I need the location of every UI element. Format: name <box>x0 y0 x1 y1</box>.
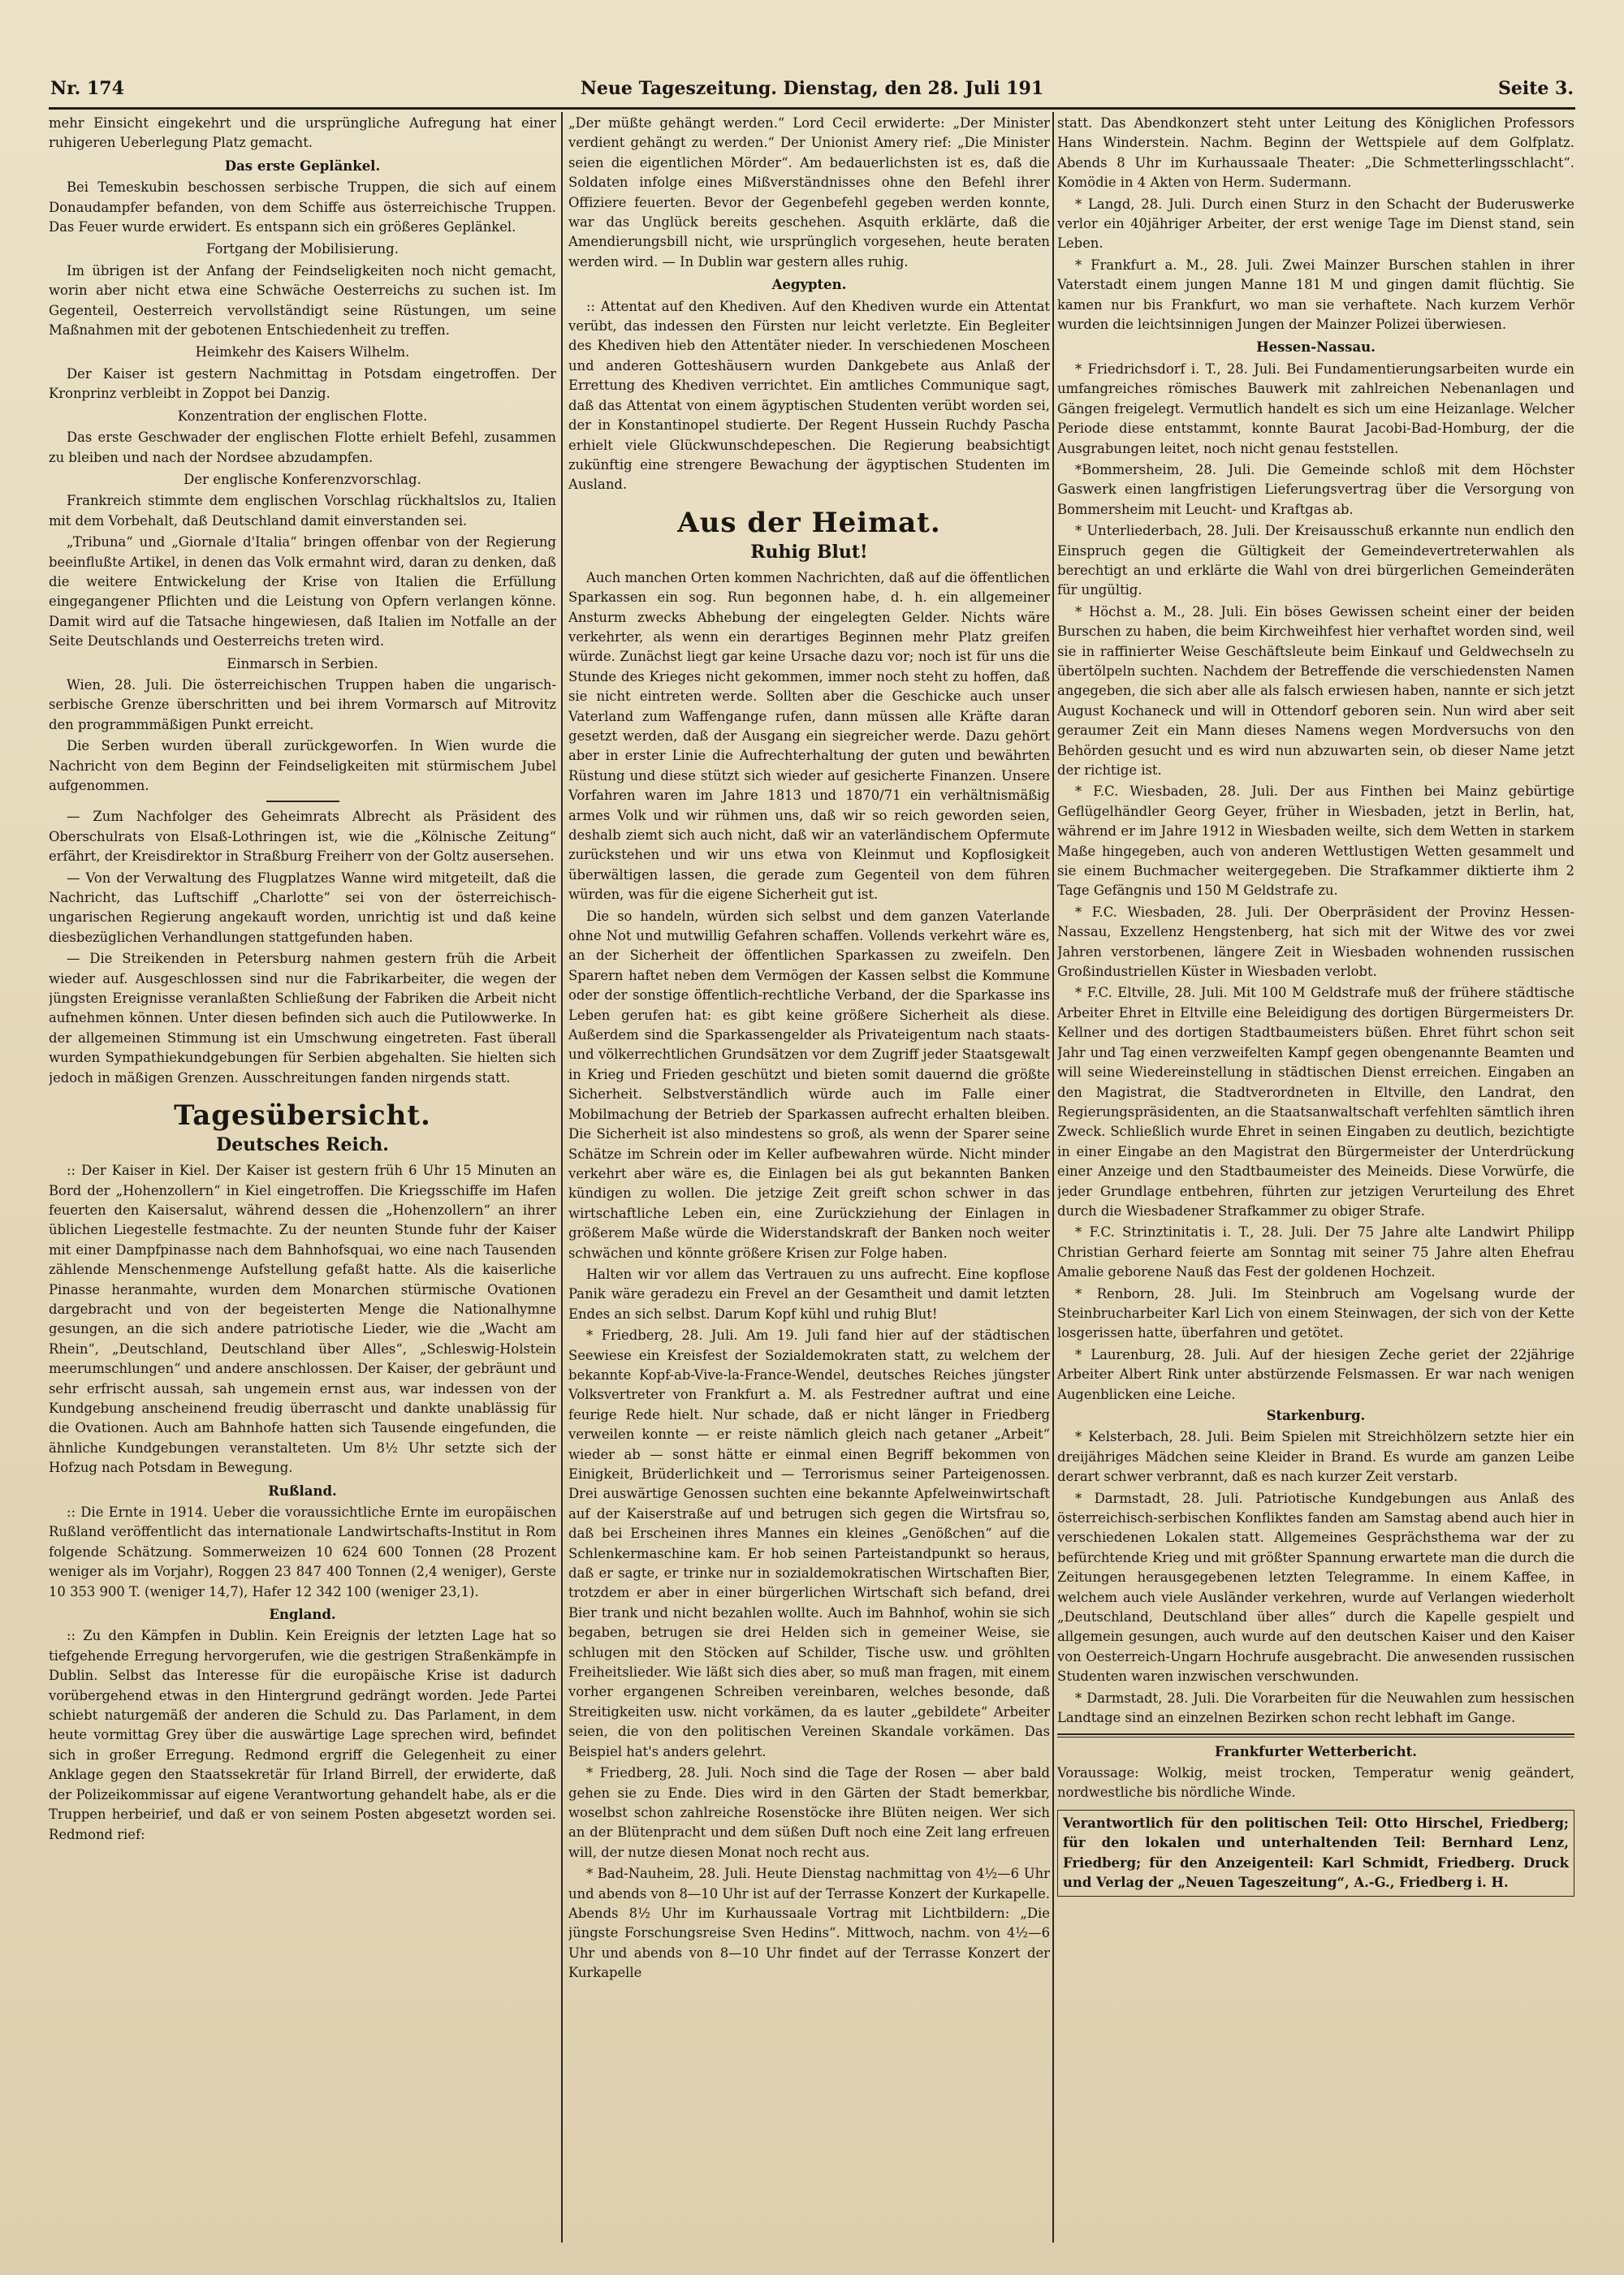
paragraph: „Der müßte gehängt werden.“ Lord Cecil erwiderte: „Der Minister verdient gehängt zu werden.“ Der Unionist Amery rief: „Die Minister seien die eigentlichen Mörder“. Am bedauerlichsten ist es, daß die Soldaten infolge eines Mißverständnisses ohne den Befehl ihrer Offiziere feuerten. Bevor der Gegenbefehl gegeben werden konnte, war das Unglück bereits geschehen. Asquith erklärte, daß die Amendierungsbill nicht, wie ursprünglich vorgesehen, heute beraten werden wird. — In Dublin war gestern alles ruhig. <box>568 115 1050 270</box>
paragraph: * Kelsterbach, 28. Juli. Beim Spielen mit Streichhölzern setzte hier ein dreijähriges Mädchen seine Kleider in Brand. Es wurde am ganzen Leibe derart schwer verbrannt, daß es nach kurzer Zeit verstarb. <box>1057 1429 1574 1485</box>
masthead-line: Neue Tageszeitung. Dienstag, den 28. Juli 191 <box>580 78 1044 99</box>
paragraph: * F.C. Strinztinitatis i. T., 28. Juli. Der 75 Jahre alte Landwirt Philipp Christian Gerhard feierte am Sonntag mit seiner 75 Jahre alten Ehefrau Amalie geborene Nauß das Fest der goldenen Hochzeit. <box>1057 1224 1574 1280</box>
column-divider <box>561 112 563 2243</box>
paragraph: :: Zu den Kämpfen in Dublin. Kein Ereignis der letzten Lage hat so tiefgehende Erregung hervorgerufen, wie die gestrigen Straßenkämpfe in Dublin. Selbst das Interesse für die europäische Krise ist dadurch vorübergehend etwas in den Hintergrund gedrängt worden. Jede Partei schiebt naturgemäß der anderen die Schuld zu. Das Parlament, in dem heute vormittag Grey über die auswärtige Lage sprechen wird, befindet sich in großer Erregung. Redmond ergriff die Gelegenheit zu einer Anklage gegen den Staatssekretär für Irland Birrell, der erwiderte, daß der Polizeikommissar auf eigene Verantwortung gehandelt habe, als er die Truppen herbeirief, und daß er von seinem Posten abgesetzt worden sei. Redmond rief: <box>49 1628 556 1842</box>
paragraph: * F.C. Wiesbaden, 28. Juli. Der aus Finthen bei Mainz gebürtige Geflügelhändler Georg Geyer, früher in Wiesbaden, jetzt in Berlin, hat, während er im Jahre 1912 in Wiesbaden weilte, sich dem Wetten in starkem Maße hingegeben, auch von anderen Wettlustigen Wetten gesammelt und sie einem Buchmacher weitergegeben. Die Strafkammer diktierte ihm 2 Tage Gefängnis und 150 M Geldstrafe zu. <box>1057 784 1574 899</box>
section-heading: Einmarsch in Serbien. <box>227 655 378 671</box>
paragraph: * F.C. Eltville, 28. Juli. Mit 100 M Geldstrafe muß der frühere städtische Arbeiter Ehret in Eltville eine Beleidigung des dortigen Bürgermeisters Dr. Kellner und des dortigen Stadtbaumeisters büßen. Ehret führt schon seit Jahr und Tag einen verzweifelten Kampf gegen obengenannte Beamten und will seine Wiedereinstellung in städtischen Dienst erreichen. Eingaben an den Magistrat, die Stadtverordneten in Eltville, den Landrat, den Regierungspräsidenten, an die Staatsanwaltschaft verfehlten sämtlich ihren Zweck. Schließlich wurde Ehret in seinen Eingaben zu deutlich, bezichtigte in einer Eingabe an den Magistrat den Bürgermeister der Unterdrückung einer Anzeige und den Stadtbaumeister des Meineids. Diese Vorwürfe, die jeder Grundlage entbehren, führten zur jetzigen Verurteilung des Ehret durch die Wiesbadener Strafkammer zu obiger Strafe. <box>1057 985 1574 1219</box>
paragraph: Der Kaiser ist gestern Nachmittag in Potsdam eingetroffen. Der Kronprinz verbleibt in Zoppot bei Danzig. <box>49 365 556 402</box>
paragraph: * Langd, 28. Juli. Durch einen Sturz in den Schacht der Buderuswerke verlor ein 40jähriger Arbeiter, der erst wenige Tage im Dienst stand, sein Leben. <box>1057 196 1574 252</box>
paragraph: * Höchst a. M., 28. Juli. Ein böses Gewissen scheint einer der beiden Burschen zu haben, die beim Kirchweihfest hier verhaftet worden sind, weil sie in raffinierter Weise Geschäftsleute beim Einkauf und Geldwechseln zu übertölpeln suchten. Nachdem der Betreffende die verschiedensten Namen angegeben, die sich aber alle als falsch erwiesen haben, nannte er sich jetzt August Kochaneck und will in Ottendorf geboren sein. Nun wird aber seit geraumer Zeit ein Mann dieses Namens wegen Mordversuchs von den Behörden gesucht und es wird nun abzuwarten sein, ob dieser Name jetzt der richtige ist. <box>1057 603 1574 778</box>
page-header <box>50 78 1574 106</box>
section-heading: Heimkehr des Kaisers Wilhelm. <box>195 344 410 360</box>
section-heading: Der englische Konferenzvorschlag. <box>184 471 421 487</box>
issue-number: Nr. 174 <box>50 78 124 99</box>
section-heading: Fortgang der Mobilisierung. <box>206 241 399 257</box>
paragraph: Frankreich stimmte dem englischen Vorschlag rückhaltslos zu, Italien mit dem Vorbehalt, daß Deutschland damit einverstanden sei. <box>49 493 556 529</box>
column-1 <box>49 114 556 2243</box>
section-heading: Hessen-Nassau. <box>1256 339 1376 356</box>
paragraph: :: Die Ernte in 1914. Ueber die voraussichtliche Ernte im europäischen Rußland veröffentlicht das internationale Landwirtschafts-Institut in Rom folgende Schätzung. Sommerweizen 10 624 600 Tonnen (28 Prozent weniger als im Vorjahr), Roggen 23 847 400 Tonnen (2,4 weniger), Gerste 10 353 900 T. (weniger 14,7), Hafer 12 342 100 (weniger 23,1). <box>49 1504 556 1599</box>
section-subtitle: Deutsches Reich. <box>216 1134 389 1156</box>
section-heading: Das erste Geplänkel. <box>224 158 381 174</box>
paragraph: :: Attentat auf den Khediven. Auf den Khediven wurde ein Attentat verübt, das indessen den Fürsten nur leicht verletzte. Ein Begleiter des Khediven hieb den Attentäter nieder. In verschiedenen Moscheen und anderen Gotteshäusern wurden Dankgebete aus Anlaß der Errettung des Khediven verrichtet. Ein amtliches Communique sagt, daß das Attentat von einem ägyptischen Studenten verübt worden sei, der in Konstantinopel studierte. Der Regent Hussein Ruchdy Pascha erhielt viele Glückwunschdepeschen. Die Regierung beabsichtigt zukünftig eine strengere Bewachung der ägyptischen Studenten im Ausland. <box>568 298 1050 493</box>
paragraph: * F.C. Wiesbaden, 28. Juli. Der Oberpräsident der Provinz Hessen-Nassau, Exzellenz Hengstenberg, hat sich mit der Witwe des vor zwei Jahren verstorbenen, längere Zeit in Wiesbaden wohnenden russischen Großindustriellen Küster in Wiesbaden verlobt. <box>1057 904 1574 980</box>
column-divider <box>1052 112 1054 2243</box>
paragraph: * Friedrichsdorf i. T., 28. Juli. Bei Fundamentierungsarbeiten wurde ein umfangreiches römisches Bauwerk mit zahlreichen Nebenanlagen und Gängen freigelegt. Vermutlich handelt es sich um eine Heizanlage. Welcher Periode diese entstammt, konnte Baurat Jacobi-Bad-Homburg, der die Ausgrabungen leitet, noch nicht genau feststellen. <box>1057 360 1574 456</box>
paragraph: * Laurenburg, 28. Juli. Auf der hiesigen Zeche geriet der 22jährige Arbeiter Albert Rink unter abstürzende Felsmassen. Er war nach wenigen Augenblicken eine Leiche. <box>1057 1346 1574 1402</box>
paragraph: * Darmstadt, 28. Juli. Die Vorarbeiten für die Neuwahlen zum hessischen Landtage sind an einzelnen Bezirken schon recht lebhaft im Gange. <box>1057 1690 1574 1726</box>
paragraph: * Friedberg, 28. Juli. Am 19. Juli fand hier auf der städtischen Seewiese ein Kreisfest der Sozialdemokraten statt, zu welchem der bekannte Kopf-ab-Vive-la-France-Wendel, deutsches Reiches jüngster Volksvertreter von Frankfurt a. M. als Festredner auftrat und eine feurige Rede hielt. Nur schade, daß er nicht länger in Friedberg verweilen konnte — er reiste nämlich gleich nach getaner „Arbeit“ wieder ab — sonst hätte er einmal einen Begriff bekommen von Einigkeit, Brüderlichkeit und — Terrorismus seiner Parteigenossen. Drei auswärtige Genossen suchten eine bekannte Apfelweinwirtschaft auf der Kaiserstraße auf und betrugen sich gegen die Wirtsfrau so, daß bei Erscheinen ihres Mannes ein kleines „Genößchen“ auf die Schlenkermaschine kam. Er hob seinen Parteistandpunkt so heraus, daß er sagte, er trinke nur in sozialdemokratischen Wirtschaften Bier, trotzdem er aber in einer bürgerlichen Wirtschaft sich befand, drei Bier trank und nicht bezahlen wollte. Auch im Bahnhof, wohin sie sich begaben, betrugen sie drei Helden sich in gemeiner Weise, sie schlugen mit den Stöcken auf Schilder, Tische usw. und gröhlten Freiheitslieder. Wie läßt sich dies aber, so muß man fragen, mit einem vorher ergangenen Schreiben vereinbaren, welches besonde, daß Streitigkeiten usw. nicht vorkämen, da es lauter „gebildete“ Arbeiter seien, die von den politischen Vereinen Skandale vorkämen. Das Beispiel hat's anders gelehrt. <box>568 1327 1050 1759</box>
paragraph: Wien, 28. Juli. Die österreichischen Truppen haben die ungarisch-serbische Grenze überschritten und bei ihrem Vormarsch auf Mitrovitz den programmmäßigen Punkt erreicht. <box>49 676 556 732</box>
paragraph: Bei Temeskubin beschossen serbische Truppen, die sich auf einem Donaudampfer befanden, von dem Schiffe aus österreichische Truppen. Das Feuer wurde erwidert. Es entspann sich ein größeres Geplänkel. <box>49 179 556 235</box>
paragraph: Im übrigen ist der Anfang der Feindseligkeiten noch nicht gemacht, worin aber nicht etwa eine Schwäche Oesterreichs zu suchen ist. Im Gegenteil, Oesterreich vervollständigt seine Rüstungen, um seine Maßnahmen mit der gebotenen Entschiedenheit zu treffen. <box>49 262 556 339</box>
page-number: Seite 3. <box>1497 78 1574 99</box>
paragraph: * Frankfurt a. M., 28. Juli. Zwei Mainzer Burschen stahlen in ihrer Vaterstadt einem jungen Manne 181 M und gingen damit flüchtig. Sie kamen nur bis Frankfurt, wo man sie verhaftete. Nach kurzem Verhör wurden die leichtsinnigen Jungen der Mainzer Polizei überwiesen. <box>1057 257 1574 333</box>
weather-heading: Frankfurter Wetterbericht. <box>1214 1743 1418 1759</box>
paragraph: :: Der Kaiser in Kiel. Der Kaiser ist gestern früh 6 Uhr 15 Minuten an Bord der „Hohenzollern“ in Kiel eingetroffen. Die Kriegsschiffe im Hafen feuerten den Kaisersalut, während dessen die „Hohenzollern“ an ihrer üblichen Liegestelle festmachte. Zu der neunten Stunde fuhr der Kaiser mit einer Dampfpinasse nach dem Bahnhofsquai, wo eine nach Tausenden zählende Menschenmenge Aufstellung gefaßt hatte. Als die kaiserliche Pinasse heranmahte, wurden dem Monarchen stürmische Ovationen dargebracht und von der begeisterten Menge die Nationalhymne gesungen, an die sich andere patriotische Lieder, wie die „Wacht am Rhein“, „Deutschland, Deutschland über Alles“, „Schleswig-Holstein meerumschlungen“ und andere anschlossen. Der Kaiser, der gebräunt und sehr erfrischt aussah, sah ungemein ernst aus, war indessen von der Kundgebung anscheinend freudig überrascht und dankte unablässig für die Ovationen. Auch am Bahnhofe hatten sich Tausende eingefunden, die ähnliche Kundgebungen veranstalteten. Um 8½ Uhr setzte sich der Hofzug nach Potsdam in Bewegung. <box>49 1163 556 1476</box>
section-heading: Konzentration der englischen Flotte. <box>177 408 428 424</box>
paragraph: Die Serben wurden überall zurückgeworfen. In Wien wurde die Nachricht von dem Beginn der Feindseligkeiten mit stürmischem Jubel aufgenommen. <box>49 738 556 793</box>
paragraph: * Bad-Nauheim, 28. Juli. Heute Dienstag nachmittag von 4½—6 Uhr und abends von 8—10 Uhr ist auf der Terrasse Konzert der Kurkapelle. Abends 8½ Uhr im Kurhaussaale Vortrag mit Lichtbildern: „Die jüngste Forschungsreise Sven Hedins“. Mittwoch, nachm. von 4½—6 Uhr und abends von 8—10 Uhr findet auf der Terrasse Konzert der Kurkapelle <box>568 1866 1050 1981</box>
section-title: Aus der Heimat. <box>677 506 941 539</box>
separator <box>266 801 339 802</box>
section-subtitle: Ruhig Blut! <box>750 541 868 563</box>
column-2 <box>568 114 1050 2243</box>
column-3 <box>1057 114 1574 2243</box>
section-title: Tagesübersicht. <box>174 1099 431 1133</box>
paragraph: * Friedberg, 28. Juli. Noch sind die Tage der Rosen — aber bald gehen sie zu Ende. Dies wird in den Gärten der Stadt bemerkbar, woselbst schon zahlreiche Rosenstöcke ihre Blüten neigen. Wer sich an der Blütenpracht und dem süßen Duft noch eine Zeit lang erfreuen will, der nutze diesen Monat noch recht aus. <box>568 1765 1050 1860</box>
paragraph: — Die Streikenden in Petersburg nahmen gestern früh die Arbeit wieder auf. Ausgeschlossen sind nur die Fabrikarbeiter, die wegen der jüngsten Ereignisse veranlaßten Schließung der Fabriken die Arbeit nicht aufnehmen können. Unter diesen befinden sich auch die Putilowwerke. In der allgemeinen Stimmung ist ein Umschwung eingetreten. Fast überall wurden Sympathiekundgebungen für Serbien abgehalten. Sie hielten sich jedoch in mäßigen Grenzen. Ausschreitungen fanden nirgends statt. <box>49 951 556 1086</box>
paragraph: Starkenburg. <box>1266 1408 1366 1423</box>
paragraph: — Von der Verwaltung des Flugplatzes Wanne wird mitgeteilt, daß die Nachricht, das Luftschiff „Charlotte“ sei von der österreichisch-ungarischen Regierung angekauft worden, unrichtig ist und daß keine diesbezüglichen Verhandlungen stattgefunden haben. <box>49 870 556 945</box>
paragraph: * Unterliederbach, 28. Juli. Der Kreisausschuß erkannte nun endlich den Einspruch gegen die Gültigkeit der Gemeindevertreterwahlen als berechtigt an und erklärte die Wahl von drei bürgerlichen Gemeinderäten für ungültig. <box>1057 523 1574 598</box>
imprint: Verantwortlich für den politischen Teil: Otto Hirschel, Friedberg; für den lokalen und unterhaltenden Teil: Bernhard Lenz, Friedberg; für den Anzeigenteil: Karl Schmidt, Friedberg. Druck und Verlag der „Neuen Tageszeitung“, A.-G., Friedberg i. H. <box>1057 1810 1574 1897</box>
section-heading: Rußland. <box>268 1483 337 1499</box>
paragraph: Halten wir vor allem das Vertrauen zu uns aufrecht. Eine kopflose Panik wäre geradezu ein Frevel an der Gesamtheit und damit letzten Endes an sich selbst. Darum Kopf kühl und ruhig Blut! <box>568 1266 1050 1322</box>
paragraph: * Darmstadt, 28. Juli. Patriotische Kundgebungen aus Anlaß des österreichisch-serbischen Konfliktes fanden am Samstag abend auch hier in verschiedenen Lokalen statt. Allgemeines Gesprächsthema war der zu befürchtende Krieg und mit größter Spannung erwartete man die durch die Zeitungen herausgegebenen letzten Telegramme. In einem Kaffee, in welchem auch viele Ausländer verkehren, wurde auf Verlangen wiederholt „Deutschland, Deutschland über alles“ durch die Kapelle gespielt und allgemein gesungen, auch wurde auf den deutschen Kaiser und den Kaiser von Oesterreich-Ungarn Hochrufe ausgebracht. Die anwesenden russischen Studenten waren inzwischen verschwunden. <box>1057 1490 1574 1685</box>
paragraph: *Bommersheim, 28. Juli. Die Gemeinde schloß mit dem Höchster Gaswerk einen langfristigen Lieferungsvertrag über die Versorgung von Bommersheim mit Leucht- und Kraftgas ab. <box>1057 461 1574 517</box>
weather-forecast: Voraussage: Wolkig, meist trocken, Temperatur wenig geändert, nordwestliche bis nördliche Winde. <box>1057 1764 1574 1801</box>
paragraph: Das erste Geschwader der englischen Flotte erhielt Befehl, zusammen zu bleiben und nach der Nordsee abzudampfen. <box>49 430 556 465</box>
double-rule <box>1057 1733 1574 1738</box>
paragraph: „Tribuna“ und „Giornale d'Italia“ bringen offenbar von der Regierung beeinflußte Artikel, in denen das Volk ermahnt wird, daran zu denken, daß die weitere Entwickelung der Krise von Italien die Erfüllung eingegangener Pflichten und die Leistung von Opfern verlangen könne. Damit wird auf die Tatsache hingewiesen, daß Italien im Notfalle an der Seite Deutschlands und Oesterreichs treten wird. <box>49 534 556 650</box>
paragraph: Die so handeln, würden sich selbst und dem ganzen Vaterlande ohne Not und mutwillig Gefahren schaffen. Vollends verkehrt wäre es, an der Sicherheit der öffentlichen Sparkassen zu zweifeln. Den Sparern haftet neben dem Vermögen der Kassen selbst die Kommune oder der sonstige öffentlich-rechtliche Verband, der die Sparkasse ins Leben gerufen hat: es gibt keine größere Sicherheit als diese. Außerdem sind die Sparkassengelder als Privateigentum nach staats- und völkerrechtlichen Grundsätzen vor dem Zugriff jeder Staatsgewalt in Krieg und Frieden geschützt und bieten somit dauernd die größte Sicherheit. Selbstverständlich würde auch im Falle einer Mobilmachung der Betrieb der Sparkassen aufrecht erhalten bleiben. Die Sicherheit ist also mindestens so groß, als wenn der Sparer seine Schätze im Schrein oder im Keller aufbewahren würde. Nicht minder verkehrt aber wäre es, die Einlagen bei als gut bekannten Banken kündigen zu wollen. Die jetzige Zeit greift schon schwer in das wirtschaftliche Leben ein, eine Zurückziehung der Einlagen in größerem Maße würde die Widerstandskraft der Banken noch weiter schwächen und könnte größere Krisen zur Folge haben. <box>568 908 1050 1261</box>
header-rule <box>49 107 1575 110</box>
paragraph: Auch manchen Orten kommen Nachrichten, daß auf die öffentlichen Sparkassen ein sog. Run begonnen habe, d. h. ein allgemeiner Ansturm zwecks Abhebung der eingelegten Gelder. Nichts wäre verkehrter, als wenn ein derartiges Beginnen mehr Platz greifen würde. Zunächst liegt gar keine Ursache dazu vor; noch ist für uns die Stunde des Krieges nicht gekommen, immer noch steht zu hoffen, daß sie nicht eintreten werde. Sollten aber die Geschicke auch unser Vaterland zum Waffengange rufen, dann müssen alle Kräfte daran gesetzt werden, daß der Ausgang ein siegreicher werde. Dazu gehört aber in erster Linie die Aufrechterhaltung der guten und bewährten Rüstung und diese stützt sich wieder auf gesicherte Finanzen. Unsere Vorfahren waren im Jahre 1813 und 1870/71 ein verhältnismäßig armes Volk und wir rühmen uns, daß wir so reich geworden seien, deshalb ziemt sich auch nicht, daß wir an vaterländischem Opfermute zurückstehen und wir uns etwa von Kleinmut und Kopflosigkeit überwältigen lassen, die gerade zum Gegenteil von dem führen würden, was für die eigene Sicherheit gut ist. <box>568 569 1050 903</box>
section-heading: England. <box>269 1607 336 1623</box>
section-heading: Aegypten. <box>771 277 847 293</box>
paragraph: statt. Das Abendkonzert steht unter Leitung des Königlichen Professors Hans Winderstein. Nachm. Beginn der Wettspiele auf dem Golfplatz. Abends 8 Uhr im Kurhaussaale Theater: „Die Schmetterlingsschlacht“. Komödie in 4 Akten von Herm. Sudermann. <box>1057 115 1574 191</box>
paragraph: mehr Einsicht eingekehrt und die ursprüngliche Aufregung hat einer ruhigeren Ueberlegung Platz gemacht. <box>49 115 556 151</box>
paragraph: * Renborn, 28. Juli. Im Steinbruch am Vogelsang wurde der Steinbrucharbeiter Karl Lich von einem Steinwagen, der sich von der Kette losgerissen hatte, überfahren und getötet. <box>1057 1285 1574 1341</box>
paragraph: — Zum Nachfolger des Geheimrats Albrecht als Präsident des Oberschulrats von Elsaß-Lothringen ist, wie die „Kölnische Zeitung“ erfährt, der Kreisdirektor in Straßburg Freiherr von der Goltz ausersehen. <box>49 809 556 865</box>
